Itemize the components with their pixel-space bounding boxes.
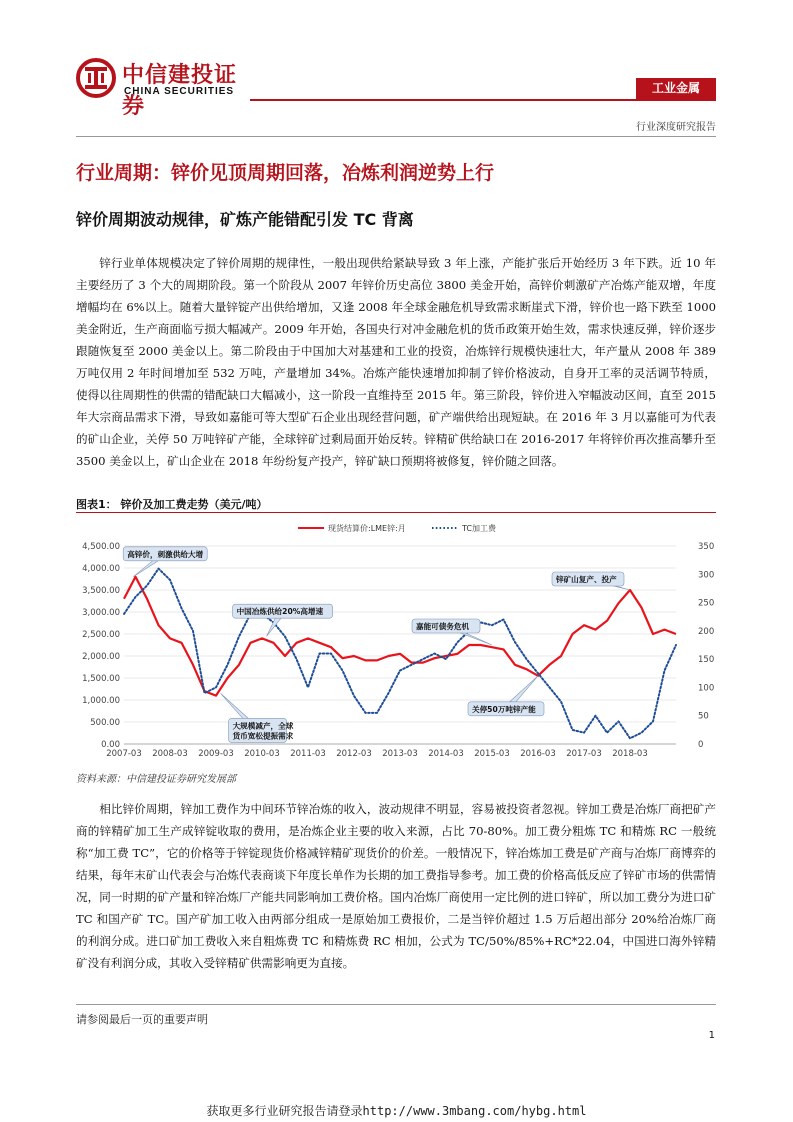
chart-annotation: [221, 693, 294, 742]
body-paragraph-2: 相比锌价周期，锌加工费作为中间环节锌冶炼的收入，波动规律不明显，容易被投资者忽视。锌加工费是冶炼厂商把矿产商的锌精矿加工生产成锌锭收取的费用，是冶炼企业主要的收入来源，占比 70-80%。加工费分粗炼 TC 和精炼 RC 一般统称“加工费 TC”，它的价格等于锌锭现货价格减锌精矿现货价的价差。一般情况下，锌冶炼加工费是矿产商与冶炼厂商博弈的结果，每年末矿山代表会与冶炼代表商谈下年度长单作为长期的加工费指导参考。加工费的价格高低反应了锌矿市场的供需情况，同一时期的矿产量和锌冶炼厂产能共同影响加工费价格。国内冶炼厂商使用一定比例的进口锌矿，所以加工费分为进口矿 TC 和国产矿 TC。国产矿加工收入由两部分组成一是原始加工费报价，二是当锌价超过 1.5 万后超出部分 20%给冶炼厂商的利润分成。进口矿加工费收入来自粗炼费 TC 和精炼费 RC 相加，公式为 TC/50%/85%+RC*22.04，中国进口海外锌精矿没有利润分成，其收入受锌精矿供需影响更为直接。: [76, 802, 716, 970]
figure-rule: [76, 512, 716, 513]
chart-annotation: [412, 619, 492, 645]
y-right-tick-label: 100: [698, 683, 715, 694]
footer-divider: [76, 1004, 716, 1005]
chart-annotation: [468, 676, 544, 716]
y-left-tick-label: 1,500.00: [82, 674, 120, 684]
figure-title: 图表1： 锌价及加工费走势（美元/吨）: [76, 498, 268, 511]
page-number: 1: [708, 1030, 715, 1041]
brand-name-en: CHINA SECURITIES: [124, 86, 235, 97]
annotation-label: 锌矿山复产、投产: [556, 575, 617, 584]
legend-label: 现货结算价:LME锌:月: [328, 524, 406, 533]
annotation-label: 关停50万吨锌产能: [472, 704, 536, 714]
sub-title: 锌价周期波动规律，矿炼产能错配引发 TC 背离: [76, 210, 414, 229]
x-tick-label: 2012-03: [336, 749, 372, 759]
y-left-tick-label: 3,500.00: [82, 586, 120, 596]
annotation-label: 嘉能可债务危机: [416, 622, 470, 631]
footer-note: 请参阅最后一页的重要声明: [76, 1013, 208, 1026]
chart-annotation: [552, 572, 630, 590]
left-axis-ticks: [82, 542, 120, 750]
x-tick-label: 2009-03: [198, 749, 234, 759]
annotation-label: [233, 720, 294, 740]
y-right-tick-label: 0: [698, 740, 704, 750]
x-tick-label: 2017-03: [566, 749, 602, 759]
company-logo: [76, 56, 256, 119]
chart-series: [124, 569, 676, 739]
x-tick-label: 2014-03: [428, 749, 464, 759]
legend-label: TC加工费: [462, 524, 497, 533]
right-axis-ticks: [698, 542, 714, 750]
annotation-label: 高锌价，刺激供给大增: [127, 549, 204, 559]
zinc-price-tc-chart: [76, 516, 716, 762]
annotation-line: 货币宽松提振需求: [232, 731, 294, 741]
sector-tag: 工业金属: [636, 78, 716, 99]
y-left-tick-label: 3,000.00: [82, 608, 120, 618]
citic-logo-icon: [76, 58, 120, 98]
brand-name-cn: 中信建投证券: [122, 63, 238, 119]
header-divider: [76, 136, 716, 137]
x-tick-label: 2011-03: [290, 749, 326, 759]
x-axis-ticks: [106, 749, 648, 759]
body-paragraph-1: 锌行业单体规模决定了锌价周期的规律性，一般出现供给紧缺导致 3 年上涨，产能扩张后开始经历 3 年下跌。近 10 年主要经历了 3 个大的周期阶段。第一个阶段从 2007 年锌价历史高位 3800 美金开始，高锌价刺激矿产冶炼产能双增，年度增幅均在 6%以上。随着大量锌锭产出供给增加，又逢 2008 年全球金融危机导致需求断崖式下滑，锌价也一路下跌至 1000 美金附近，生产商面临亏损大幅减产。2009 年开始，各国央行对冲金融危机的货币政策开始生效，需求快速反弹，锌价逐步跟随恢复至 2000 美金以上。第二阶段由于中国加大对基建和工业的投资，冶炼锌行规模快速壮大，年产量从 2008 年 389 万吨仅用 2 年时间增加至 532 万吨，产量增加 34%。冶炼产能快速增加抑制了锌价格波动，自身开工率的灵活调节特质，使得以往周期性的供需的错配缺口大幅减小，这一阶段一直维持至 2015 年。第三阶段，锌价进入窄幅波动区间，直至 2015 年大宗商品需求下滑，导致如嘉能可等大型矿石企业出现经营问题，矿产端供给出现短缺。在 2016 年 3 月以嘉能可为代表的矿山企业，关停 50 万吨锌矿产能，全球锌矿过剩局面开始反转。锌精矿供给缺口在 2016-2017 年将锌价再次推高攀升至 3500 美金以上，矿山企业在 2018 年纷纷复产投产，锌矿缺口预期将被修复，锌价随之回落。: [76, 256, 716, 468]
chart-legend: [298, 523, 497, 533]
download-banner[interactable]: 获取更多行业研究报告请登录http://www.3mbang.com/hybg.html: [206, 1104, 587, 1118]
y-left-tick-label: 1,000.00: [82, 696, 120, 706]
chart-annotation: [123, 547, 207, 577]
x-tick-label: 2015-03: [474, 749, 510, 759]
y-right-tick-label: 300: [698, 570, 715, 581]
figure-source: 资料来源：中信建投证券研究发展部: [76, 774, 236, 785]
x-tick-label: 2008-03: [152, 749, 188, 759]
y-left-tick-label: 4,500.00: [82, 542, 120, 552]
x-tick-label: 2013-03: [382, 749, 418, 759]
x-tick-label: 2016-03: [520, 749, 556, 759]
y-left-tick-label: 0.00: [101, 740, 120, 750]
y-left-tick-label: 4,000.00: [82, 564, 120, 574]
x-tick-label: 2010-03: [244, 749, 280, 759]
x-tick-label: 2007-03: [106, 749, 142, 759]
y-left-tick-label: 2,500.00: [82, 630, 120, 640]
y-right-tick-label: 150: [698, 655, 715, 666]
y-left-tick-label: 2,000.00: [82, 652, 120, 662]
y-right-tick-label: 200: [698, 626, 715, 637]
x-tick-label: 2018-03: [612, 749, 648, 759]
section-title: 行业周期：锌价见顶周期回落，冶炼利润逆势上行: [76, 162, 495, 184]
y-right-tick-label: 250: [698, 598, 715, 609]
annotation-line: 大规模减产，全球: [232, 721, 294, 731]
header-red-rule: [250, 99, 716, 101]
y-left-tick-label: 500.00: [90, 718, 120, 728]
report-type: 行业深度研究报告: [636, 122, 716, 133]
y-right-tick-label: 50: [698, 711, 709, 722]
y-right-tick-label: 350: [698, 542, 715, 552]
annotation-label: 中国冶炼供给20%高增速: [236, 607, 324, 617]
